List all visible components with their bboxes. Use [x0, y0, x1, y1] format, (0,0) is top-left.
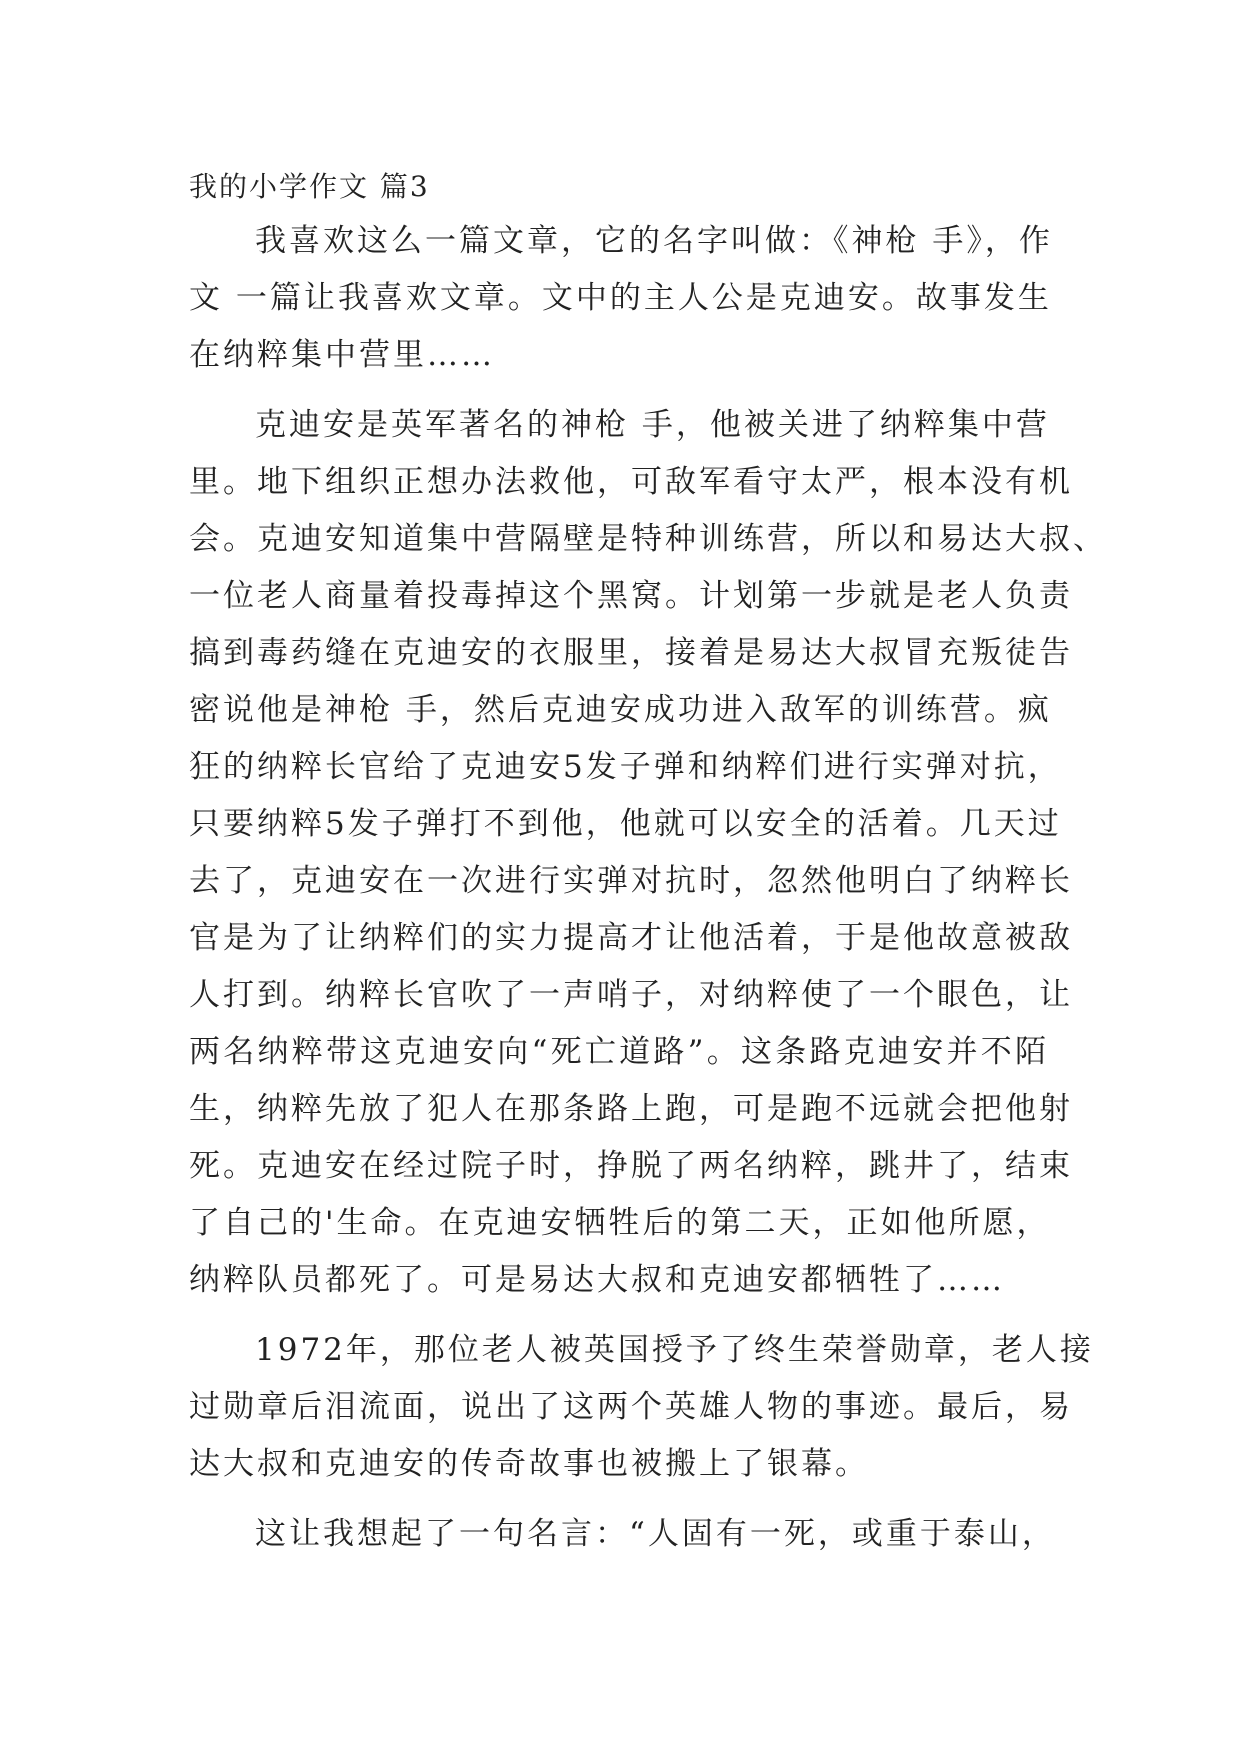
text-line: 文 一篇让我喜欢文章。文中的主人公是克迪安。故事发生	[189, 280, 1052, 316]
text-line: 狂的纳粹长官给了克迪安5发子弹和纳粹们进行实弹对抗，	[189, 749, 1062, 785]
text-line: 只要纳粹5发子弹打不到他，他就可以安全的活着。几天过	[189, 806, 1062, 842]
paragraph-1	[189, 213, 1053, 384]
text-line: 这让我想起了一句名言：“人固有一死，或重于泰山，	[255, 1516, 1056, 1552]
text-line: 密说他是神枪 手，然后克迪安成功进入敌军的训练营。疯	[189, 692, 1052, 728]
paragraph-3	[189, 1322, 1094, 1493]
text-line: 过勋章后泪流面，说出了这两个英雄人物的事迹。最后，易	[189, 1389, 1073, 1425]
text-line: 死。克迪安在经过院子时，挣脱了两名纳粹，跳井了，结束	[189, 1148, 1073, 1184]
text-line: 达大叔和克迪安的传奇故事也被搬上了银幕。	[189, 1446, 869, 1482]
text-line: 一位老人商量着投毒掉这个黑窝。计划第一步就是老人负责	[189, 578, 1073, 614]
text-line: 里。地下组织正想办法救他，可敌军看守太严，根本没有机	[189, 464, 1073, 500]
document-title: 我的小学作文 篇3	[189, 170, 430, 203]
text-line: 人打到。纳粹长官吹了一声哨子，对纳粹使了一个眼色，让	[189, 977, 1073, 1013]
text-line: 官是为了让纳粹们的实力提高才让他活着，于是他故意被敌	[189, 920, 1073, 956]
text-line: 去了，克迪安在一次进行实弹对抗时，忽然他明白了纳粹长	[189, 863, 1073, 899]
text-line: 生，纳粹先放了犯人在那条路上跑，可是跑不远就会把他射	[189, 1091, 1073, 1127]
document-body	[189, 213, 1107, 1576]
paragraph-2	[189, 397, 1107, 1309]
paragraph-4	[189, 1506, 1056, 1563]
text-line: 1972年，那位老人被英国授予了终生荣誉勋章，老人接	[255, 1332, 1094, 1368]
text-line: 纳粹队员都死了。可是易达大叔和克迪安都牺牲了……	[189, 1262, 1005, 1298]
text-line: 克迪安是英军著名的神枪 手，他被关进了纳粹集中营	[255, 407, 1050, 443]
text-line: 在纳粹集中营里……	[189, 337, 495, 373]
text-line: 搞到毒药缝在克迪安的衣服里，接着是易达大叔冒充叛徒告	[189, 635, 1073, 671]
text-line: 两名纳粹带这克迪安向“死亡道路”。这条路克迪安并不陌	[189, 1034, 1049, 1070]
text-line: 我喜欢这么一篇文章，它的名字叫做：《神枪 手》，作	[255, 223, 1053, 259]
text-line: 了自己的'生命。在克迪安牺牲后的第二天，正如他所愿，	[189, 1205, 1051, 1241]
text-line: 会。克迪安知道集中营隔壁是特种训练营，所以和易达大叔、	[189, 521, 1107, 557]
